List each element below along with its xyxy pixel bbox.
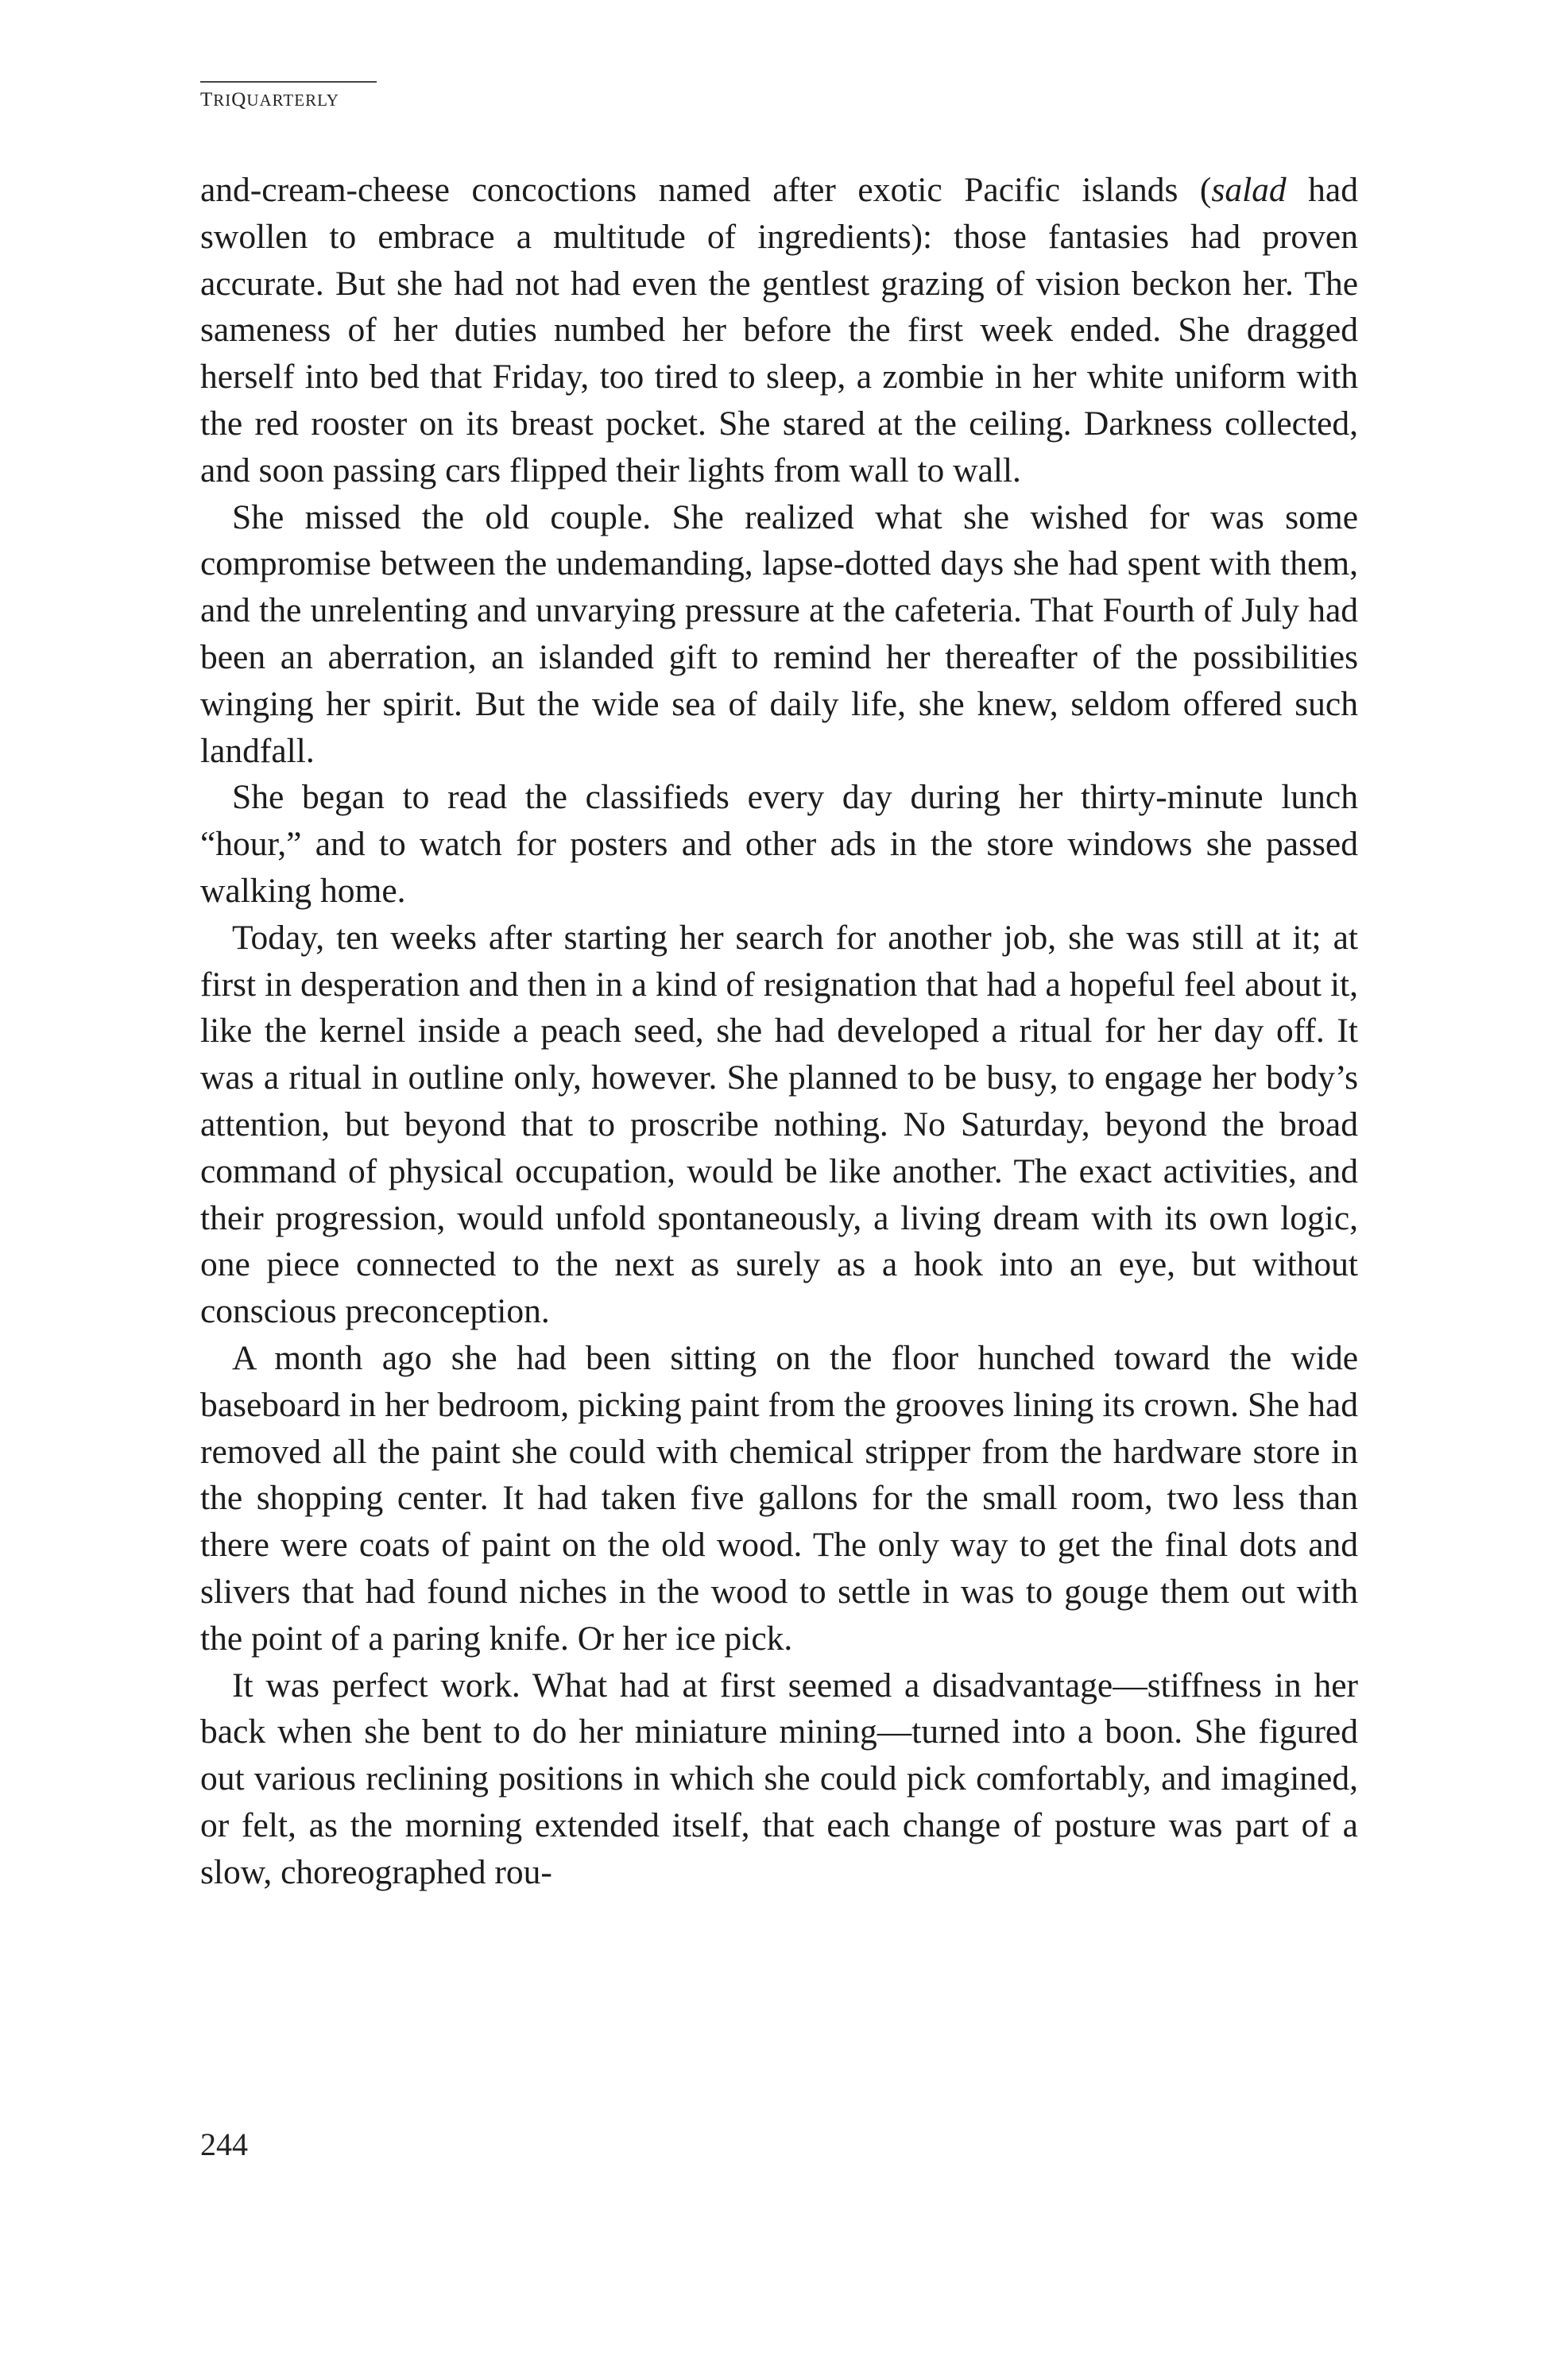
paragraph-2: She missed the old couple. She realized what she wished for was some compromise between the undemanding, lapse-dotted days she had spent with them, and the unrelenting and unvarying pressure at the cafeteria. That Fourth of July had been an aberration, an islanded gift to remind her thereafter of the possibilities winging her spirit. But the wide sea of daily life, she knew, seldom offered such landfall. xyxy=(200,497,1358,770)
running-head-rule xyxy=(200,81,377,83)
paragraph-3: She began to read the classifieds every day during her thirty-minute lunch “hour,” and to watch for posters and other ads in the store windows she passed walking home. xyxy=(200,778,1358,910)
body-text xyxy=(200,167,1358,1895)
paragraph-6: It was perfect work. What had at first seemed a disadvantage—stiffness in her back when she bent to do her miniature mining—turned into a boon. She figured out various reclining positions in which she could pick comfortably, and imagined, or felt, as the morning extended itself, that each change of posture was part of a slow, choreographed rou- xyxy=(200,1666,1358,1891)
page-number: 244 xyxy=(200,2127,248,2162)
running-head-part: RI xyxy=(213,91,232,110)
running-head-initial: T xyxy=(200,89,214,110)
running-head-q: Q xyxy=(231,89,247,110)
running-head-tail: UARTERLY xyxy=(246,91,339,110)
paragraph-1-emphasis: salad xyxy=(1211,171,1287,209)
running-head xyxy=(200,89,339,111)
paragraph-1 xyxy=(200,167,1358,494)
paragraph-1-text-a: and-cream-cheese concoctions named after exotic Pacific islands ( xyxy=(200,171,1212,209)
paragraph-1-text-b: had swollen to embrace a multitude of ingredients): those fantasies had proven accurate. But she had not had even the gentlest grazing of vision beckon her. The sameness of her duties numbed her before the first week ended. She dragged herself into bed that Friday, too tired to sleep, a zombie in her white uniform with the red rooster on its breast pocket. She stared at the ceiling. Darkness collected, and soon passing cars flipped their lights from wall to wall. xyxy=(200,171,1358,490)
paragraph-4: Today, ten weeks after starting her search for another job, she was still at it; at first in desperation and then in a kind of resignation that had a hopeful feel about it, like the kernel inside a peach seed, she had developed a ritual for her day off. It was a ritual in outline only, however. She planned to be busy, to engage her body’s attention, but beyond that to proscribe nothing. No Saturday, beyond the broad command of physical occupation, would be like another. The exact activities, and their progression, would unfold spontaneously, a living dream with its own logic, one piece connected to the next as surely as a hook into an eye, but without conscious preconception. xyxy=(200,918,1358,1331)
paragraph-5: A month ago she had been sitting on the floor hunched toward the wide baseboard in her bedroom, picking paint from the grooves lining its crown. She had removed all the paint she could with chemical stripper from the hardware store in the shopping center. It had taken five gallons for the small room, two less than there were coats of paint on the old wood. The only way to get the final dots and slivers that had found niches in the wood to settle in was to gouge them out with the point of a paring knife. Or her ice pick. xyxy=(200,1338,1358,1658)
